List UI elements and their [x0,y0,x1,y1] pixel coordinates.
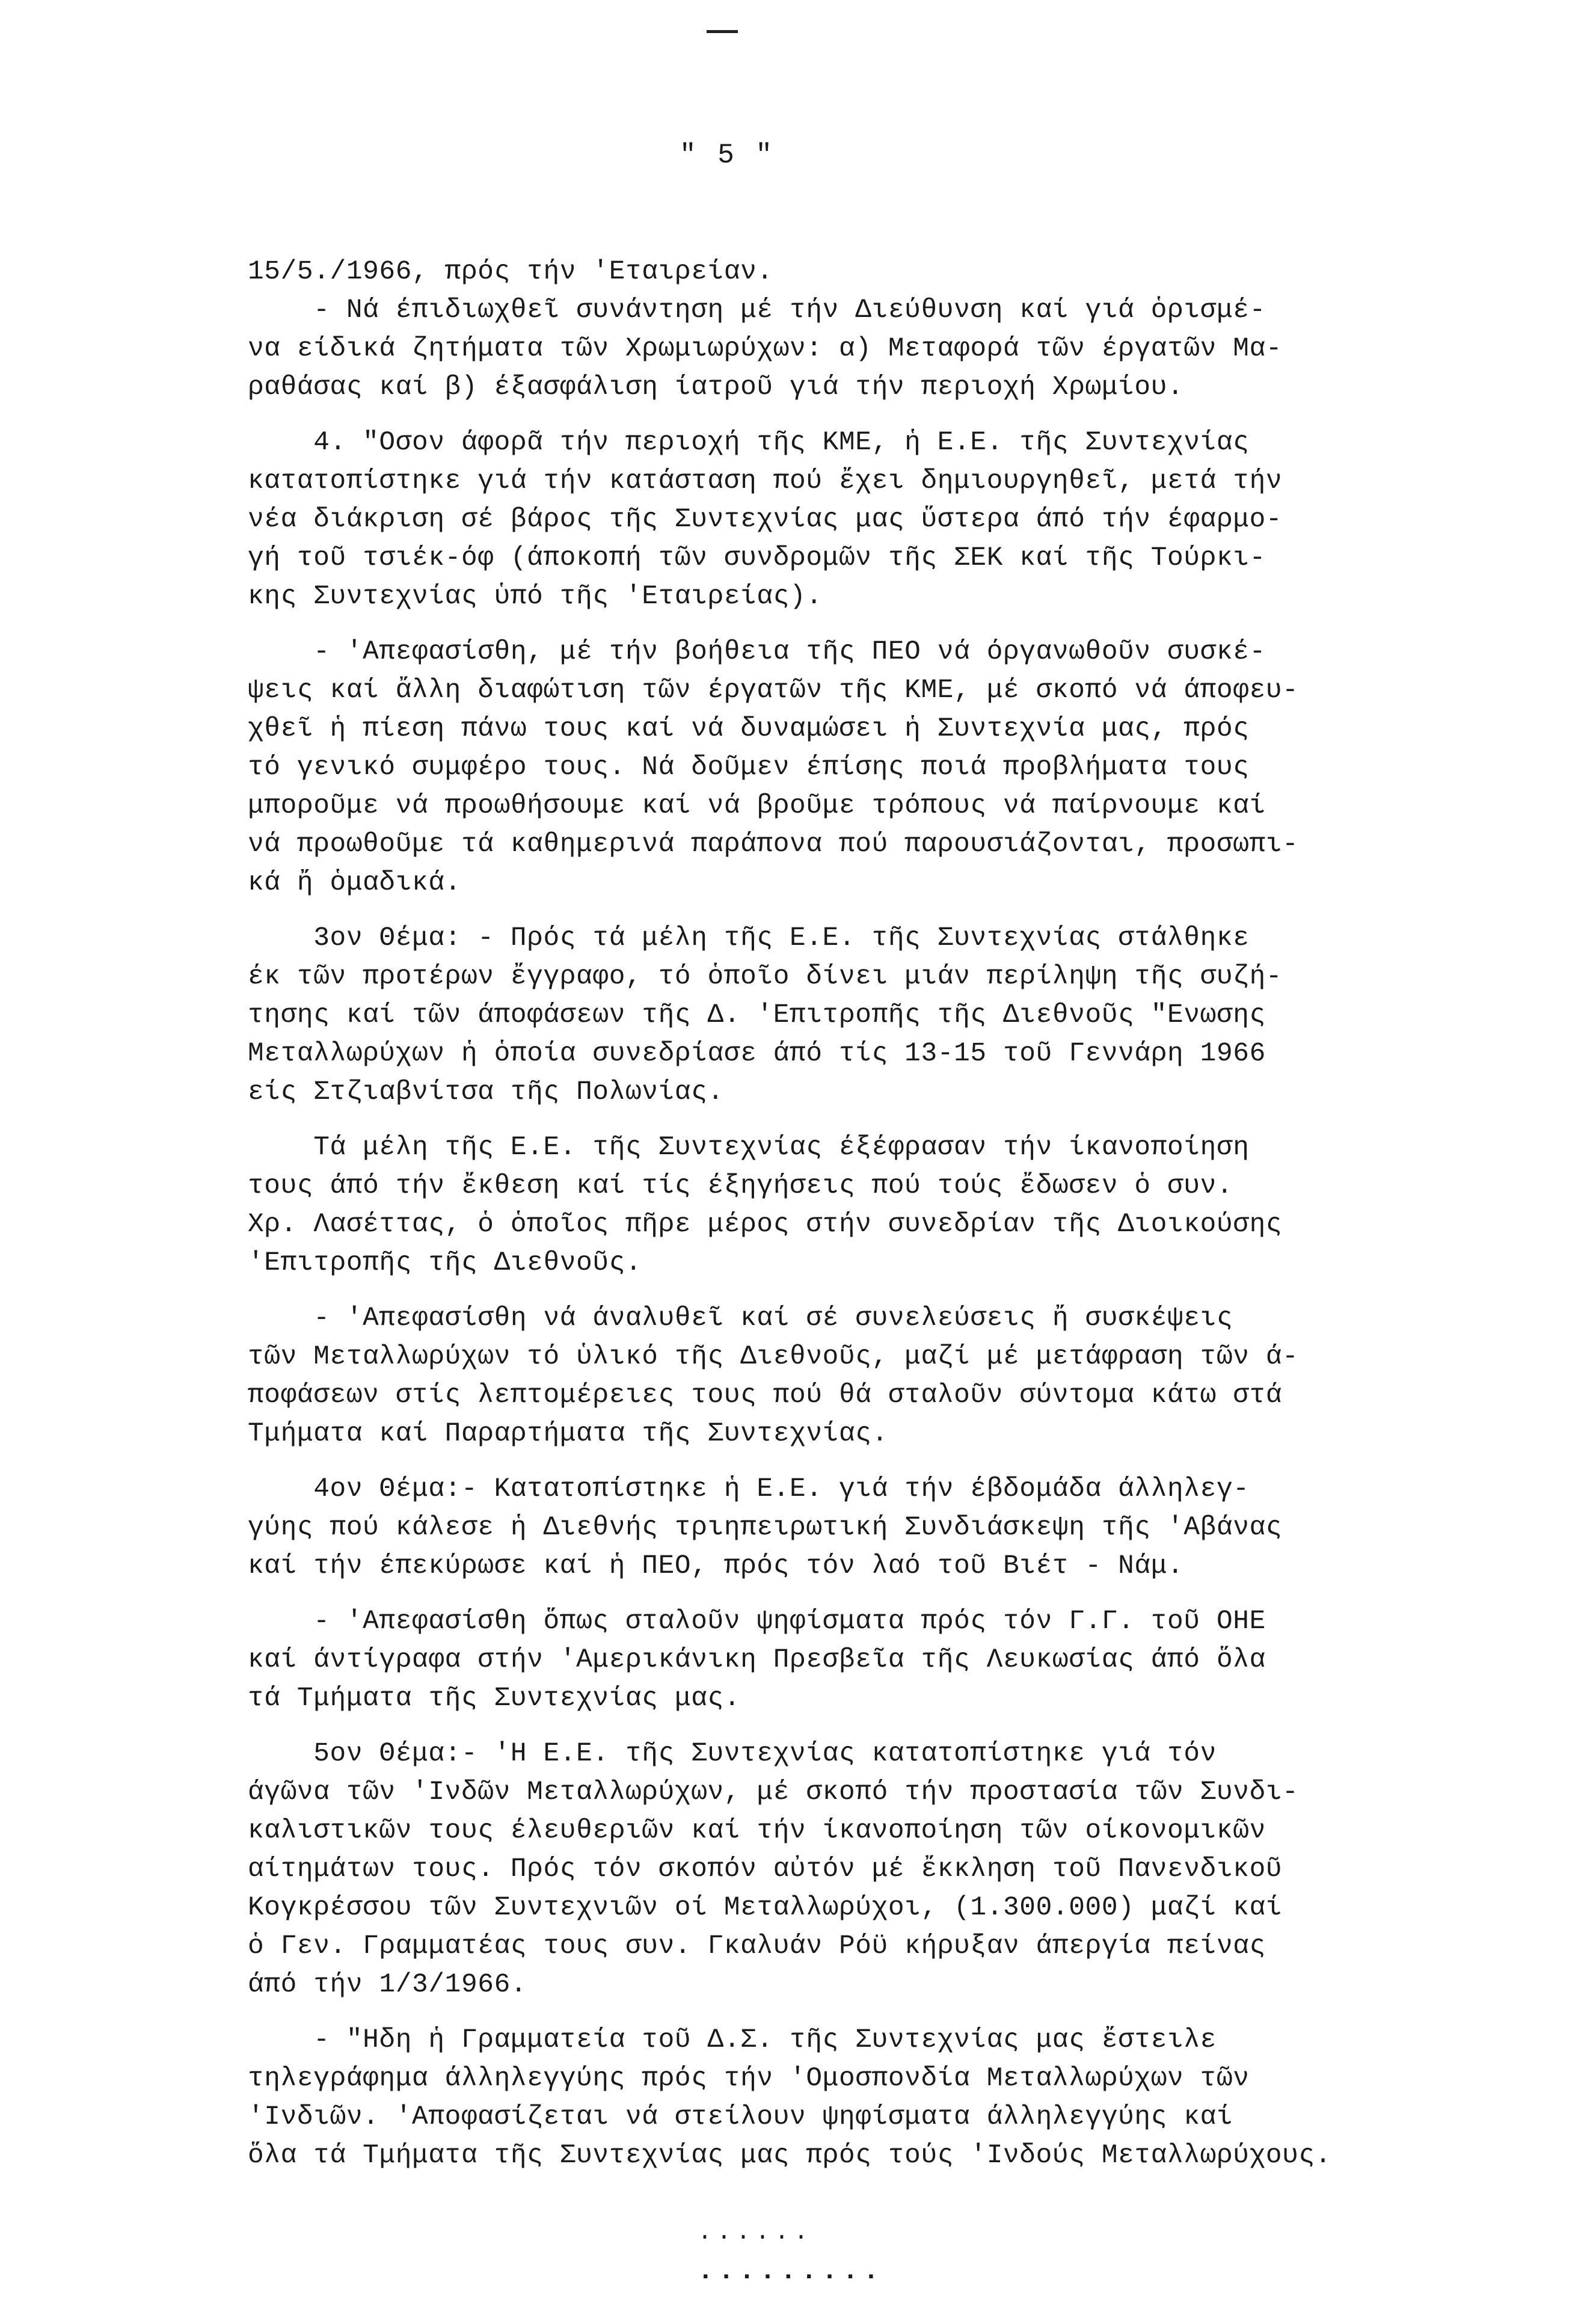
text-line: 15/5./1966, πρός τήν 'Εταιρείαν. [248,257,773,287]
text-line: άγῶνα τῶν 'Ινδῶν Μεταλλωρύχων, μέ σκοπό τήν προστασία τῶν Συνδι- [248,1777,1299,1807]
text-line: - "Ηδη ἡ Γραμματεία τοῦ Δ.Σ. τῆς Συντεχνίας μας ἔστειλε [248,2025,1217,2055]
text-line: τό γενικό συμφέρο τους. Νά δοῦμεν έπίσης ποιά προβλήματα τους [248,752,1250,782]
text-line: ραθάσας καί β) έξασφάλιση ίατροῦ γιά τήν περιοχή Χρωμίου. [248,372,1184,402]
separator-dots: ...... [698,2219,814,2246]
text-line: αίτημάτων τους. Πρός τόν σκοπόν αὐτόν μέ ἔκκληση τοῦ Πανενδικοῦ [248,1854,1283,1884]
text-line: γύης πού κάλεσε ἡ Διεθνής τριηπειρωτική Συνδιάσκεψη τῆς 'Αβάνας [248,1513,1283,1543]
text-line: 4. "Οσον άφορᾶ τήν περιοχή τῆς ΚΜΕ, ἡ Ε.Ε. τῆς Συντεχνίας [248,428,1250,458]
text-line: 'Ινδιῶν. 'Αποφασίζεται νά στείλουν ψηφίσματα άλληλεγγύης καί [248,2102,1233,2132]
text-line: κατατοπίστηκε γιά τήν κατάσταση πού ἔχει δημιουργηθεῖ, μετά τήν [248,466,1283,496]
text-line: τησης καί τῶν άποφάσεων τῆς Δ. 'Επιτροπῆς τῆς Διεθνοῦς "Ενωσης [248,1000,1266,1030]
text-line: καί άντίγραφα στήν 'Αμερικάνικη Πρεσβεῖα τῆς Λευκωσίας άπό ὅλα [248,1645,1266,1675]
separator-dots-bold: ......... [698,2257,884,2287]
text-line: - 'Απεφασίσθη, μέ τήν βοήθεια τῆς ΠΕΟ νά όργανωθοῦν συσκέ- [248,637,1266,667]
text-line: άπό τήν 1/3/1966. [248,1970,527,2000]
text-line: Τά μέλη τῆς Ε.Ε. τῆς Συντεχνίας έξέφρασαν τήν ίκανοποίηση [248,1133,1250,1163]
text-line: ὁ Γεν. Γραμματέας τους συν. Γκαλυάν Ρόϋ κήρυξαν άπεργία πείνας [248,1931,1266,1961]
text-line: τηλεγράφημα άλληλεγγύης πρός τήν 'Ομοσπονδία Μεταλλωρύχων τῶν [248,2064,1250,2094]
body-text [248,253,1469,2175]
text-line: τά Τμήματα τῆς Συντεχνίας μας. [248,1683,741,1714]
text-line: γή τοῦ τσιέκ-όφ (άποκοπή τῶν συνδρομῶν τῆς ΣΕΚ καί τῆς Τούρκι- [248,543,1266,573]
text-line: Τμήματα καί Παραρτήματα τῆς Συντεχνίας. [248,1419,888,1449]
text-line: 5ον Θέμα:- 'Η Ε.Ε. τῆς Συντεχνίας κατατοπίστηκε γιά τόν [248,1739,1217,1769]
text-line: καλιστικῶν τους έλευθεριῶν καί τήν ίκανοποίηση τῶν οίκονομικῶν [248,1816,1266,1846]
text-line: Κογκρέσσου τῶν Συντεχνιῶν οί Μεταλλωρύχοι, (1.300.000) μαζί καί [248,1893,1283,1923]
text-line: καί τήν έπεκύρωσε καί ἡ ΠΕΟ, πρός τόν λαό τοῦ Βιέτ - Νάμ. [248,1551,1184,1581]
text-line: μποροῦμε νά προωθήσουμε καί νά βροῦμε τρόπους νά παίρνουμε καί [248,791,1266,821]
page-number: " 5 " [680,140,775,171]
text-line: χθεῖ ἡ πίεση πάνω τους καί νά δυναμώσει ἡ Συντεχνία μας, πρός [248,714,1250,744]
text-line: ψεις καί ἄλλη διαφώτιση τῶν έργατῶν τῆς ΚΜΕ, μέ σκοπό νά άποφευ- [248,675,1299,706]
text-line: ποφάσεων στίς λεπτομέρειες τους πού θά σταλοῦν σύντομα κάτω στά [248,1380,1283,1410]
text-line: νά προωθοῦμε τά καθημερινά παράπονα πού παρουσιάζονται, προσωπι- [248,829,1299,859]
text-line: είς Στζιαβνίτσα τῆς Πολωνίας. [248,1077,724,1107]
text-line: 4ον Θέμα:- Κατατοπίστηκε ἡ Ε.Ε. γιά τήν έβδομάδα άλληλεγ- [248,1474,1250,1504]
text-line: τους άπό τήν ἔκθεση καί τίς έξηγήσεις πού τούς ἔδωσεν ὁ συν. [248,1171,1233,1201]
text-line: τῶν Μεταλλωρύχων τό ὑλικό τῆς Διεθνοῦς, μαζί μέ μετάφραση τῶν ά- [248,1342,1299,1372]
text-line: 3ον Θέμα: - Πρός τά μέλη τῆς Ε.Ε. τῆς Συντεχνίας στάλθηκε [248,923,1250,953]
text-line: - Νά έπιδιωχθεῖ συνάντηση μέ τήν Διεύθυνση καί γιά ὁρισμέ- [248,295,1266,325]
text-line: Μεταλλωρύχων ἡ ὁποία συνεδρίασε άπό τίς 13-15 τοῦ Γεννάρη 1966 [248,1039,1266,1069]
text-line: κης Συντεχνίας ὑπό τῆς 'Εταιρείας). [248,582,823,612]
top-dash-mark [707,30,738,33]
text-line: κά ἤ ὁμαδικά. [248,868,461,898]
text-line: - 'Απεφασίσθη νά άναλυθεῖ καί σέ συνελεύσεις ἤ συσκέψεις [248,1303,1233,1333]
text-line: ὅλα τά Τμήματα τῆς Συντεχνίας μας πρός τούς 'Ινδούς Μεταλλωρύχους. [248,2141,1332,2171]
text-line: νέα διάκριση σέ βάρος τῆς Συντεχνίας μας ὕστερα άπό τήν έφαρμο- [248,505,1283,535]
text-line: - 'Απεφασίσθη ὅπως σταλοῦν ψηφίσματα πρός τόν Γ.Γ. τοῦ ΟΗΕ [248,1606,1266,1637]
text-line: Χρ. Λασέττας, ὁ ὁποῖος πῆρε μέρος στήν συνεδρίαν τῆς Διοικούσης [248,1210,1283,1240]
text-line: 'Επιτροπῆς τῆς Διεθνοῦς. [248,1248,642,1278]
text-line: έκ τῶν προτέρων ἔγγραφο, τό ὁποῖο δίνει μιάν περίληψη τῆς συζή- [248,962,1283,992]
text-line: να είδικά ζητήματα τῶν Χρωμιωρύχων: α) Μεταφορά τῶν έργατῶν Μα- [248,334,1283,364]
